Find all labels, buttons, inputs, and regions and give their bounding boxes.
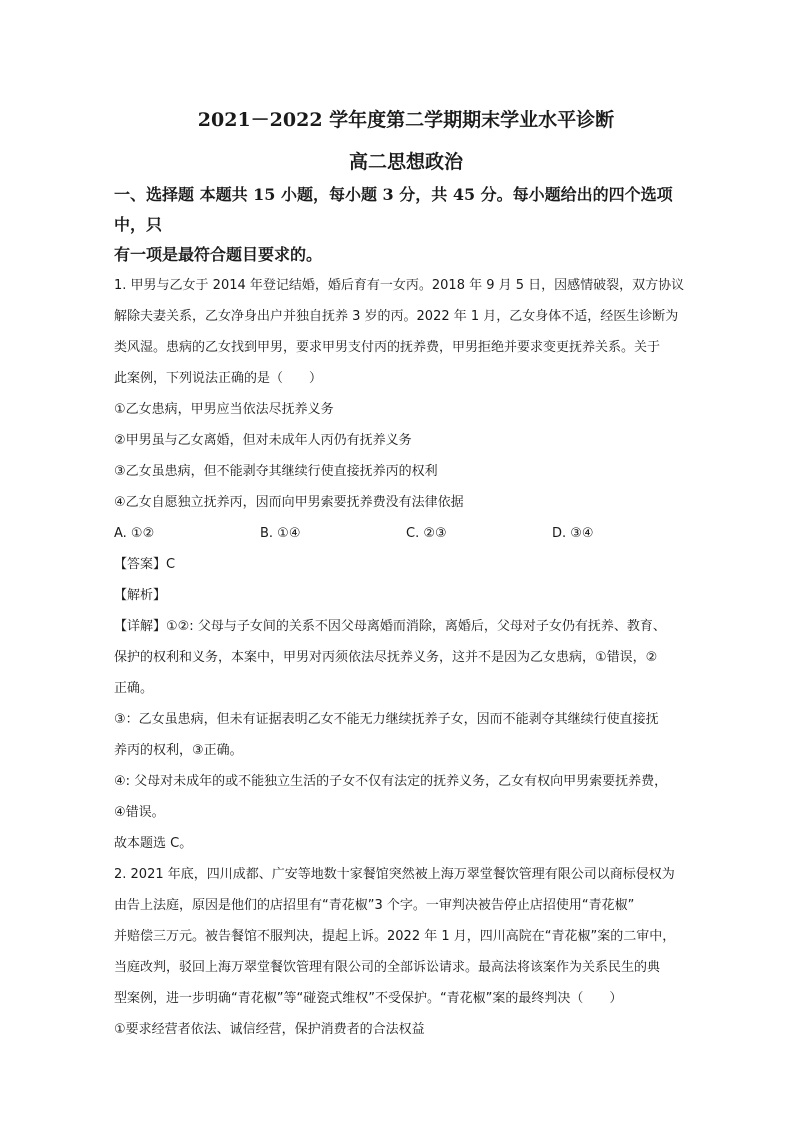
question-1-detail-line: ③：乙女虽患病，但未有证据表明乙女不能无力继续抚养子女，因而不能剥夺其继续行使直接抚 <box>114 712 659 727</box>
option-b: B. ①④ <box>260 526 301 541</box>
question-1-detail-line: 正确。 <box>114 681 154 696</box>
question-1-detail-line: 养丙的权利，③正确。 <box>114 743 243 758</box>
question-1-detail-line: ④: 父母对未成年的或不能独立生活的子女不仅有法定的抚养义务，乙女有权向甲男索要抚养费， <box>114 774 668 789</box>
question-1-statement: ④乙女自愿独立抚养丙，因而向甲男索要抚养费没有法律依据 <box>114 495 464 510</box>
question-2-stem-line: 并赔偿三万元。被告餐馆不服判决，提起上诉。2022 年 1 月，四川高院在“青花椒”案的二审中， <box>114 929 676 944</box>
question-1-detail-line: 【详解】①②: 父母与子女间的关系不因父母离婚而消除，离婚后，父母对子女仍有抚养、教育、 <box>114 619 666 634</box>
question-2 <box>114 859 698 1045</box>
option-c: C. ②③ <box>406 526 447 541</box>
question-1-statement: ①乙女患病，甲男应当依法尽抚养义务 <box>114 402 334 417</box>
option-a: A. ①② <box>114 526 155 541</box>
option-d: D. ③④ <box>552 526 594 541</box>
question-2-stem-line: 型案例，进一步明确“青花椒”等“碰瓷式维权”不受保护。“青花椒”案的最终判决（ ） <box>114 991 623 1006</box>
section-heading-line-1: 一、选择题 本题共 15 小题，每小题 3 分，共 45 分。每小题给出的四个选项中，只 <box>114 185 673 234</box>
question-2-statement: ①要求经营者依法、诚信经营，保护消费者的合法权益 <box>114 1022 425 1037</box>
question-1-detail-line: 故本题选 C。 <box>114 836 193 851</box>
question-2-stem-line: 当庭改判，驳回上海万翠堂餐饮管理有限公司的全部诉讼请求。最高法将该案作为关系民生的典 <box>114 960 661 975</box>
question-1-stem-line: 此案例，下列说法正确的是（ ） <box>114 371 323 386</box>
question-2-stem-line: 2. 2021 年底，四川成都、广安等地数十家餐馆突然被上海万翠堂餐饮管理有限公司以商标侵权为 <box>114 867 675 882</box>
question-1-answer: 【答案】C <box>114 557 176 572</box>
section-heading-line-2: 有一项是最符合题目要求的。 <box>114 245 323 264</box>
question-1 <box>114 270 698 859</box>
question-1-detail-line: ④错误。 <box>114 805 165 820</box>
question-1-stem-line: 1. 甲男与乙女于 2014 年登记结婚，婚后育有一女丙。2018 年 9 月 5 日，因感情破裂，双方协议 <box>114 278 685 293</box>
question-1-statement: ③乙女虽患病，但不能剥夺其继续行使直接抚养丙的权利 <box>114 464 438 479</box>
question-1-options <box>114 518 698 549</box>
question-1-statement: ②甲男虽与乙女离婚，但对未成年人丙仍有抚养义务 <box>114 433 412 448</box>
question-1-analysis-label: 【解析】 <box>114 588 167 603</box>
document-subtitle: 高二思想政治 <box>348 151 463 173</box>
question-1-stem-line: 类风湿。患病的乙女找到甲男，要求甲男支付丙的抚养费，甲男拒绝并要求变更抚养关系。关于 <box>114 340 661 355</box>
question-1-stem-line: 解除夫妻关系，乙女净身出户并独自抚养 3 岁的丙。2022 年 1 月，乙女身体不适，经医生诊断为 <box>114 309 679 324</box>
question-2-stem-line: 由告上法庭，原因是他们的店招里有“青花椒”3 个字。一审判决被告停止店招使用“青花椒” <box>114 898 635 913</box>
question-1-detail-line: 保护的权利和义务，本案中，甲男对丙须依法尽抚养义务，这并不是因为乙女患病，①错误，② <box>114 650 658 665</box>
document-title: 2021－2022 学年度第二学期期末学业水平诊断 <box>197 109 615 131</box>
